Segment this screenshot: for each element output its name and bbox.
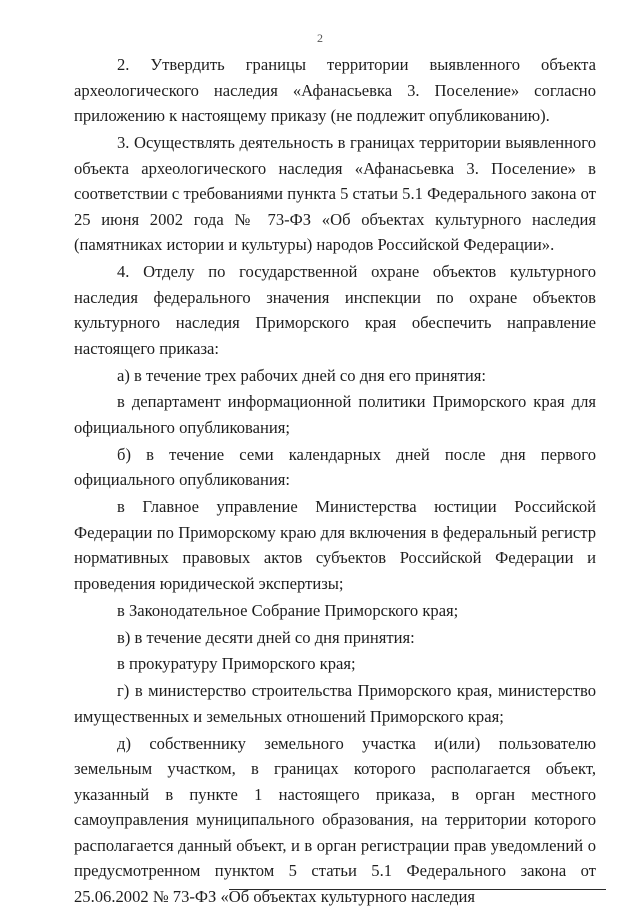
document-body [74, 52, 596, 911]
paragraph-item-4: 4. Отделу по государственной охране объектов культурного наследия федерального значения инспекции по охране объектов культурного наследия Приморского края обеспечить направление настоящего приказа: [74, 262, 596, 358]
paragraph-recipient-prosecutor: в прокуратуру Приморского края; [117, 654, 356, 674]
paragraph-subitem-d: д) собственнику земельного участка и(или) пользователю земельным участком, в границах которого располагается объект, указанный в пункте 1 настоящего приказа, в орган местного самоуправления муниципального образования, на территории которого располагается данный объект, и в орган регистрации прав уведомлений о предусмотренном пунктом 5 статьи 5.1 Федерального закона от 25.06.2002 № 73-ФЗ «Об объектах культурного наследия [74, 733, 596, 907]
paragraph-subitem-b: б) в течение семи календарных дней после дня первого официального опубликования: [74, 444, 596, 490]
paragraph-item-3: 3. Осуществлять деятельность в границах территории выявленного объекта археологического наследия «Афанасьевка 3. Поселение» в соответствии с требованиями пункта 5 статьи 5.1 Федерального закона от 25 июня 2002 года № 73-ФЗ «Об объектах культурного наследия (памятниках истории и культуры) народов Российской Федерации». [74, 132, 596, 255]
paragraph-subitem-v: в) в течение десяти дней со дня принятия: [117, 627, 415, 647]
paragraph-subitem-a: а) в течение трех рабочих дней со дня его принятия: [117, 365, 486, 385]
paragraph-item-2: 2. Утвердить границы территории выявленного объекта археологического наследия «Афанасьевка 3. Поселение» согласно приложению к настоящему приказу (не подлежит опубликованию). [74, 55, 596, 126]
paragraph-recipient-assembly: в Законодательное Собрание Приморского края; [117, 600, 459, 620]
paragraph-subitem-g: г) в министерство строительства Приморского края, министерство имущественных и земельных отношений Приморского края; [74, 681, 596, 726]
bottom-divider [229, 889, 606, 890]
paragraph-recipient-info-policy: в департамент информационной политики Приморского края для официального опубликования; [74, 392, 596, 438]
paragraph-recipient-justice: в Главное управление Министерства юстиции Российской Федерации по Приморскому краю для включения в федеральный регистр нормативных правовых актов субъектов Российской Федерации и проведения юридической экспертизы; [74, 497, 596, 593]
page-number: 2 [317, 31, 323, 45]
